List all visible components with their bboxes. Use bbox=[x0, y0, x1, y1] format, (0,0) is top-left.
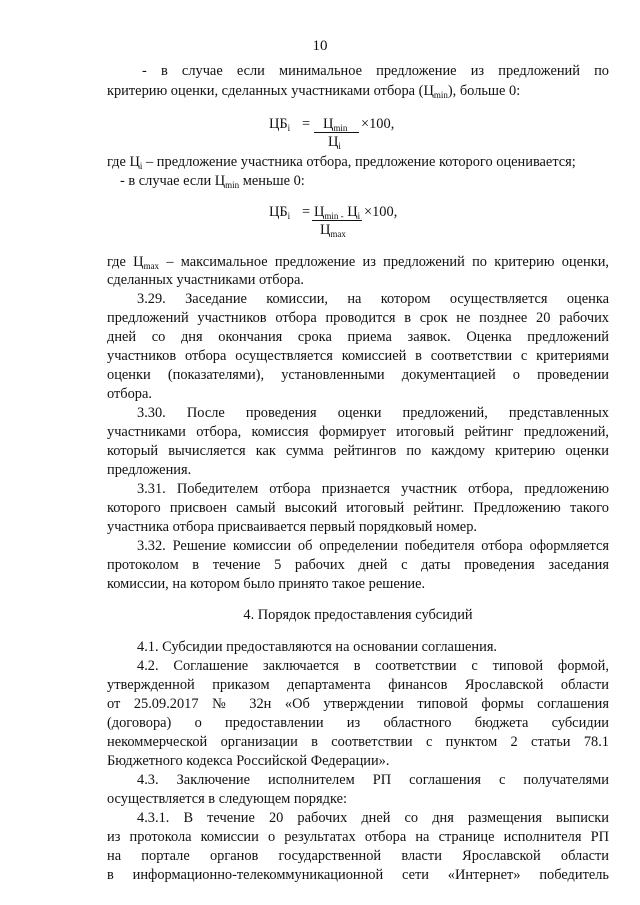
paragraph-3-30-line: участниками отбора, комиссия формирует итоговый рейтинг предложений, bbox=[107, 424, 609, 440]
paragraph-4-2-line: утвержденной приказом департамента финансов Ярославской области bbox=[107, 677, 609, 693]
text-line: где $Ц_i$ – предложение участника отбора, предложение которого оценивается; bbox=[107, 154, 576, 171]
formula-2-multiplier: ×100, bbox=[364, 204, 398, 220]
text-line: - в случае если минимальное предложение из предложений по bbox=[142, 63, 609, 79]
formula-2-denominator: $Ц_{max}$ bbox=[320, 222, 346, 239]
formula-2-numerator: $Ц_{min -}$ $Ц_i$ bbox=[314, 204, 361, 221]
paragraph-4-3-1-line: в информационно-телекоммуникационной сети «Интернет» победитель bbox=[107, 867, 609, 883]
formula-1-denominator: $Ц_i$ bbox=[328, 134, 341, 151]
text-line: критерию оценки, сделанных участниками отбора $(Ц_{min})$, больше 0: bbox=[107, 83, 521, 100]
paragraph-3-29-line: предложений участников отбора проводится в срок не позднее 20 рабочих bbox=[107, 310, 609, 326]
paragraph-4-2-line: некоммерческой организации в соответствии с пунктом 2 статьи 78.1 bbox=[107, 734, 609, 750]
paragraph-4-2-line: 4.2. Соглашение заключается в соответствии с типовой формой, bbox=[137, 658, 609, 674]
paragraph-3-31-line: которого присвоен самый высокий итоговый рейтинг. Предложению такого bbox=[107, 500, 609, 516]
page-number: 10 bbox=[312, 38, 328, 54]
paragraph-4-3-1-line: из протокола комиссии о результатах отбора на странице исполнителя РП bbox=[107, 829, 609, 845]
paragraph-3-29-line: 3.29. Заседание комиссии, на котором осуществляется оценка bbox=[137, 291, 609, 307]
paragraph-3-32-line: комиссии, на котором было принято такое решение. bbox=[107, 576, 426, 592]
paragraph-3-29-line: оценки (показателями), установленными документацией о проведении bbox=[107, 367, 609, 383]
paragraph-4-2-line: Бюджетного кодекса Российской Федерации». bbox=[107, 753, 390, 769]
paragraph-3-29-line: отбора. bbox=[107, 386, 152, 402]
formula-1-lhs: $ЦБ_i$ bbox=[269, 116, 291, 133]
formula-1-numerator: $Ц_{min}$ bbox=[323, 116, 348, 133]
formula-2-equals: = bbox=[302, 204, 311, 220]
paragraph-3-31-line: 3.31. Победителем отбора признается участник отбора, предложению bbox=[137, 481, 609, 497]
paragraph-3-30-line: 3.30. После проведения оценки предложений, представленных bbox=[137, 405, 609, 421]
text-line: - в случае если $Ц_{min}$ меньше 0: bbox=[120, 173, 305, 190]
paragraph-4-3-line: 4.3. Заключение исполнителем РП соглашения с получателями bbox=[137, 772, 609, 788]
text-line: сделанных участниками отбора. bbox=[107, 272, 304, 288]
paragraph-3-32-line: 3.32. Решение комиссии об определении победителя отбора оформляется bbox=[137, 538, 609, 554]
paragraph-4-2-line: (договора) о предоставлении из областного бюджета субсидии bbox=[107, 715, 609, 731]
paragraph-3-29-line: участников отбора осуществляется комиссией в соответствии с критериями bbox=[107, 348, 609, 364]
formula-2-lhs: $ЦБ_i$ bbox=[269, 204, 291, 221]
formula-1-equals: = bbox=[302, 116, 311, 132]
paragraph-4-3-line: осуществляется в следующем порядке: bbox=[107, 791, 347, 807]
paragraph-3-29-line: дней со дня окончания срока приема заявок. Оценка предложений bbox=[107, 329, 609, 345]
text-line: где $Ц_{max}$ – максимальное предложение из предложений по критерию оценки, bbox=[107, 254, 609, 271]
formula-1-multiplier: ×100, bbox=[361, 116, 395, 132]
section-4-heading: 4. Порядок предоставления субсидий bbox=[243, 607, 473, 623]
paragraph-4-3-1-line: 4.3.1. В течение 20 рабочих дней со дня размещения выписки bbox=[137, 810, 609, 826]
paragraph-3-30-line: который вычисляется как сумма рейтингов по каждому критерию оценки bbox=[107, 443, 609, 459]
paragraph-4-2-line: от 25.09.2017 № 32н «Об утверждении типовой формы соглашения bbox=[107, 696, 609, 712]
paragraph-3-31-line: участника отбора присваивается первый порядковый номер. bbox=[107, 519, 477, 535]
paragraph-3-30-line: предложения. bbox=[107, 462, 192, 478]
paragraph-4-3-1-line: на портале органов государственной власти Ярославской области bbox=[107, 848, 609, 864]
paragraph-3-32-line: протоколом в течение 5 рабочих дней с даты проведения заседания bbox=[107, 557, 609, 573]
paragraph-4-1: 4.1. Субсидии предоставляются на основании соглашения. bbox=[137, 639, 498, 655]
